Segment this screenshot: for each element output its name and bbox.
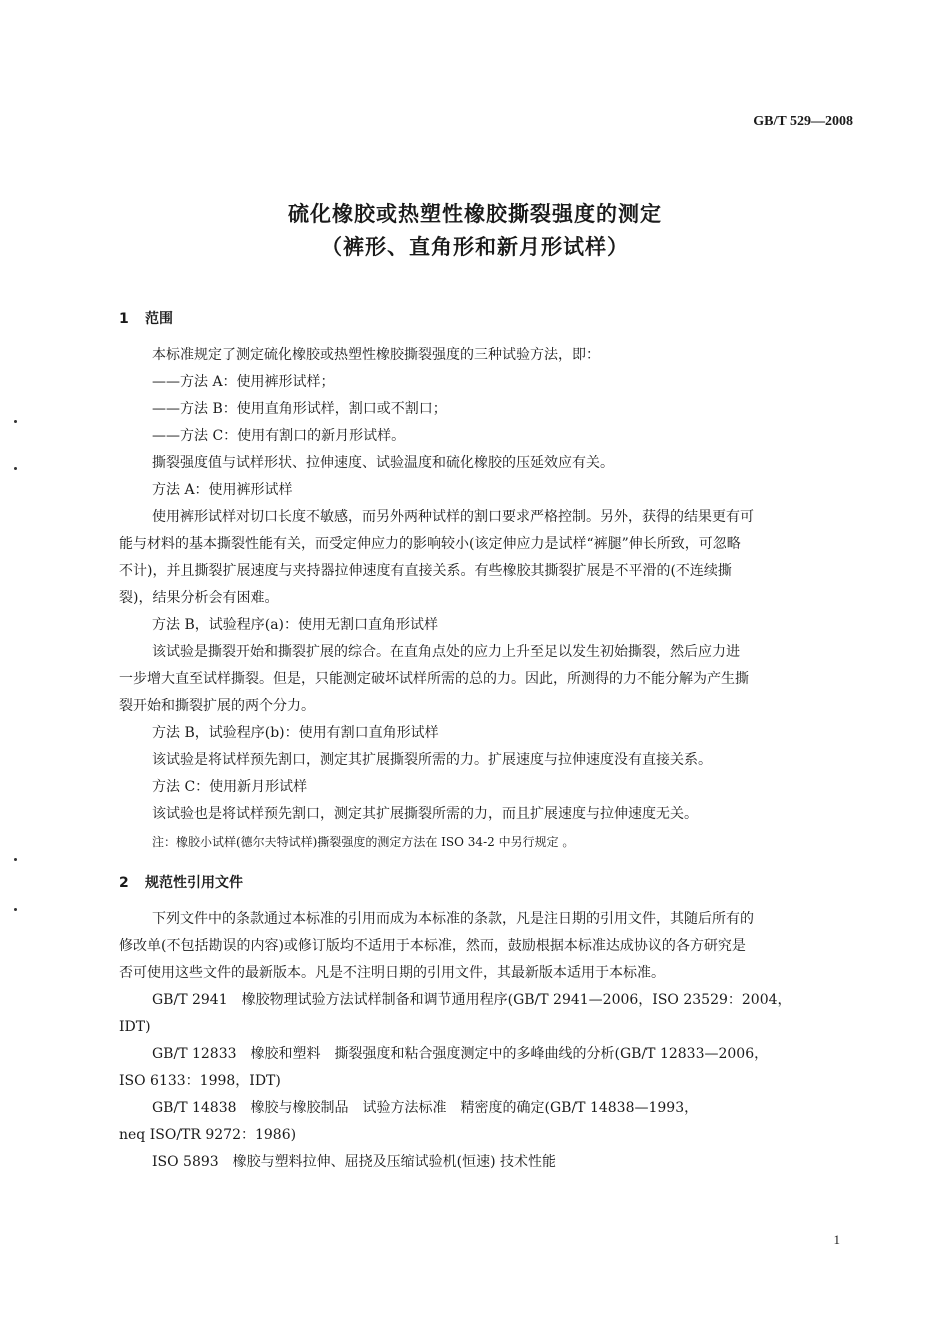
standard-code: GB/T 529—2008 [753, 114, 853, 129]
paragraph-line: 否可使用这些文件的最新版本。凡是不注明日期的引用文件，其最新版本适用于本标准。 [119, 965, 665, 981]
paragraph-line: 不计)，并且撕裂扩展速度与夹持器拉伸速度有直接关系。有些橡胶其撕裂扩展是不平滑的(不连续撕 [119, 563, 732, 579]
list-item: ——方法 C：使用有割口的新月形试样。 [152, 428, 406, 444]
paragraph-line: 本标准规定了测定硫化橡胶或热塑性橡胶撕裂强度的三种试验方法，即： [152, 347, 600, 363]
reference-entry: neq ISO/TR 9272：1986) [119, 1127, 297, 1143]
reference-entry: IDT) [119, 1019, 151, 1035]
section-number: 1 [119, 311, 129, 327]
list-item: ——方法 B：使用直角形试样，割口或不割口； [152, 401, 447, 417]
document-title: 硫化橡胶或热塑性橡胶撕裂强度的测定 [288, 202, 662, 226]
paragraph-line: 能与材料的基本撕裂性能有关，而受定伸应力的影响较小(该定伸应力是试样“裤腿”伸长所致，可忽略 [119, 536, 741, 552]
paragraph-line: 方法 C：使用新月形试样 [152, 779, 308, 795]
paragraph-line: 该试验是撕裂开始和撕裂扩展的综合。在直角点处的应力上升至足以发生初始撕裂，然后应力进 [152, 644, 740, 660]
scan-speck [14, 858, 17, 861]
paragraph-line: 一步增大直至试样撕裂。但是，只能测定破坏试样所需的总的力。因此，所测得的力不能分解为产生撕 [119, 671, 749, 687]
reference-entry: GB/T 12833 橡胶和塑料 撕裂强度和粘合强度测定中的多峰曲线的分析(GB/T 12833—2006， [152, 1046, 769, 1062]
paragraph-line: 使用裤形试样对切口长度不敏感，而另外两种试样的割口要求严格控制。另外，获得的结果更有可 [152, 509, 754, 525]
scan-speck [14, 908, 17, 911]
paragraph-line: 裂)，结果分析会有困难。 [119, 590, 279, 606]
section-title: 范围 [145, 311, 173, 327]
reference-entry: GB/T 2941 橡胶物理试验方法试样制备和调节通用程序(GB/T 2941—2006，ISO 23529：2004， [152, 992, 792, 1008]
document-subtitle: （裤形、直角形和新月形试样） [321, 235, 629, 259]
paragraph-line: 方法 A：使用裤形试样 [152, 482, 293, 498]
section-number: 2 [119, 875, 129, 891]
section-2-heading [119, 872, 243, 892]
reference-entry: ISO 5893 橡胶与塑料拉伸、屈挠及压缩试验机(恒速) 技术性能 [152, 1154, 557, 1170]
paragraph-line: 下列文件中的条款通过本标准的引用而成为本标准的条款，凡是注日期的引用文件，其随后所有的 [152, 911, 754, 927]
reference-entry: ISO 6133：1998，IDT) [119, 1073, 281, 1089]
section-title: 规范性引用文件 [145, 875, 243, 891]
scan-speck [14, 420, 17, 423]
paragraph-line: 该试验也是将试样预先割口，测定其扩展撕裂所需的力，而且扩展速度与拉伸速度无关。 [152, 806, 698, 822]
paragraph-line: 方法 B，试验程序(a)：使用无割口直角形试样 [152, 617, 439, 633]
paragraph-line: 方法 B，试验程序(b)：使用有割口直角形试样 [152, 725, 439, 741]
reference-entry: GB/T 14838 橡胶与橡胶制品 试验方法标准 精密度的确定(GB/T 14838—1993， [152, 1100, 699, 1116]
paragraph-line: 修改单(不包括勘误的内容)或修订版均不适用于本标准，然而，鼓励根据本标准达成协议的各方研究是 [119, 938, 746, 954]
paragraph-line: 撕裂强度值与试样形状、拉伸速度、试验温度和硫化橡胶的压延效应有关。 [152, 455, 614, 471]
list-item: ——方法 A：使用裤形试样； [152, 374, 335, 390]
page-number: 1 [833, 1232, 840, 1247]
section-1-heading [119, 308, 173, 328]
note: 注：橡胶小试样(德尔夫特试样)撕裂强度的测定方法在 ISO 34-2 中另行规定 。 [152, 835, 575, 849]
paragraph-line: 裂开始和撕裂扩展的两个分力。 [119, 698, 315, 714]
paragraph-line: 该试验是将试样预先割口，测定其扩展撕裂所需的力。扩展速度与拉伸速度没有直接关系。 [152, 752, 712, 768]
scan-speck [14, 467, 17, 470]
